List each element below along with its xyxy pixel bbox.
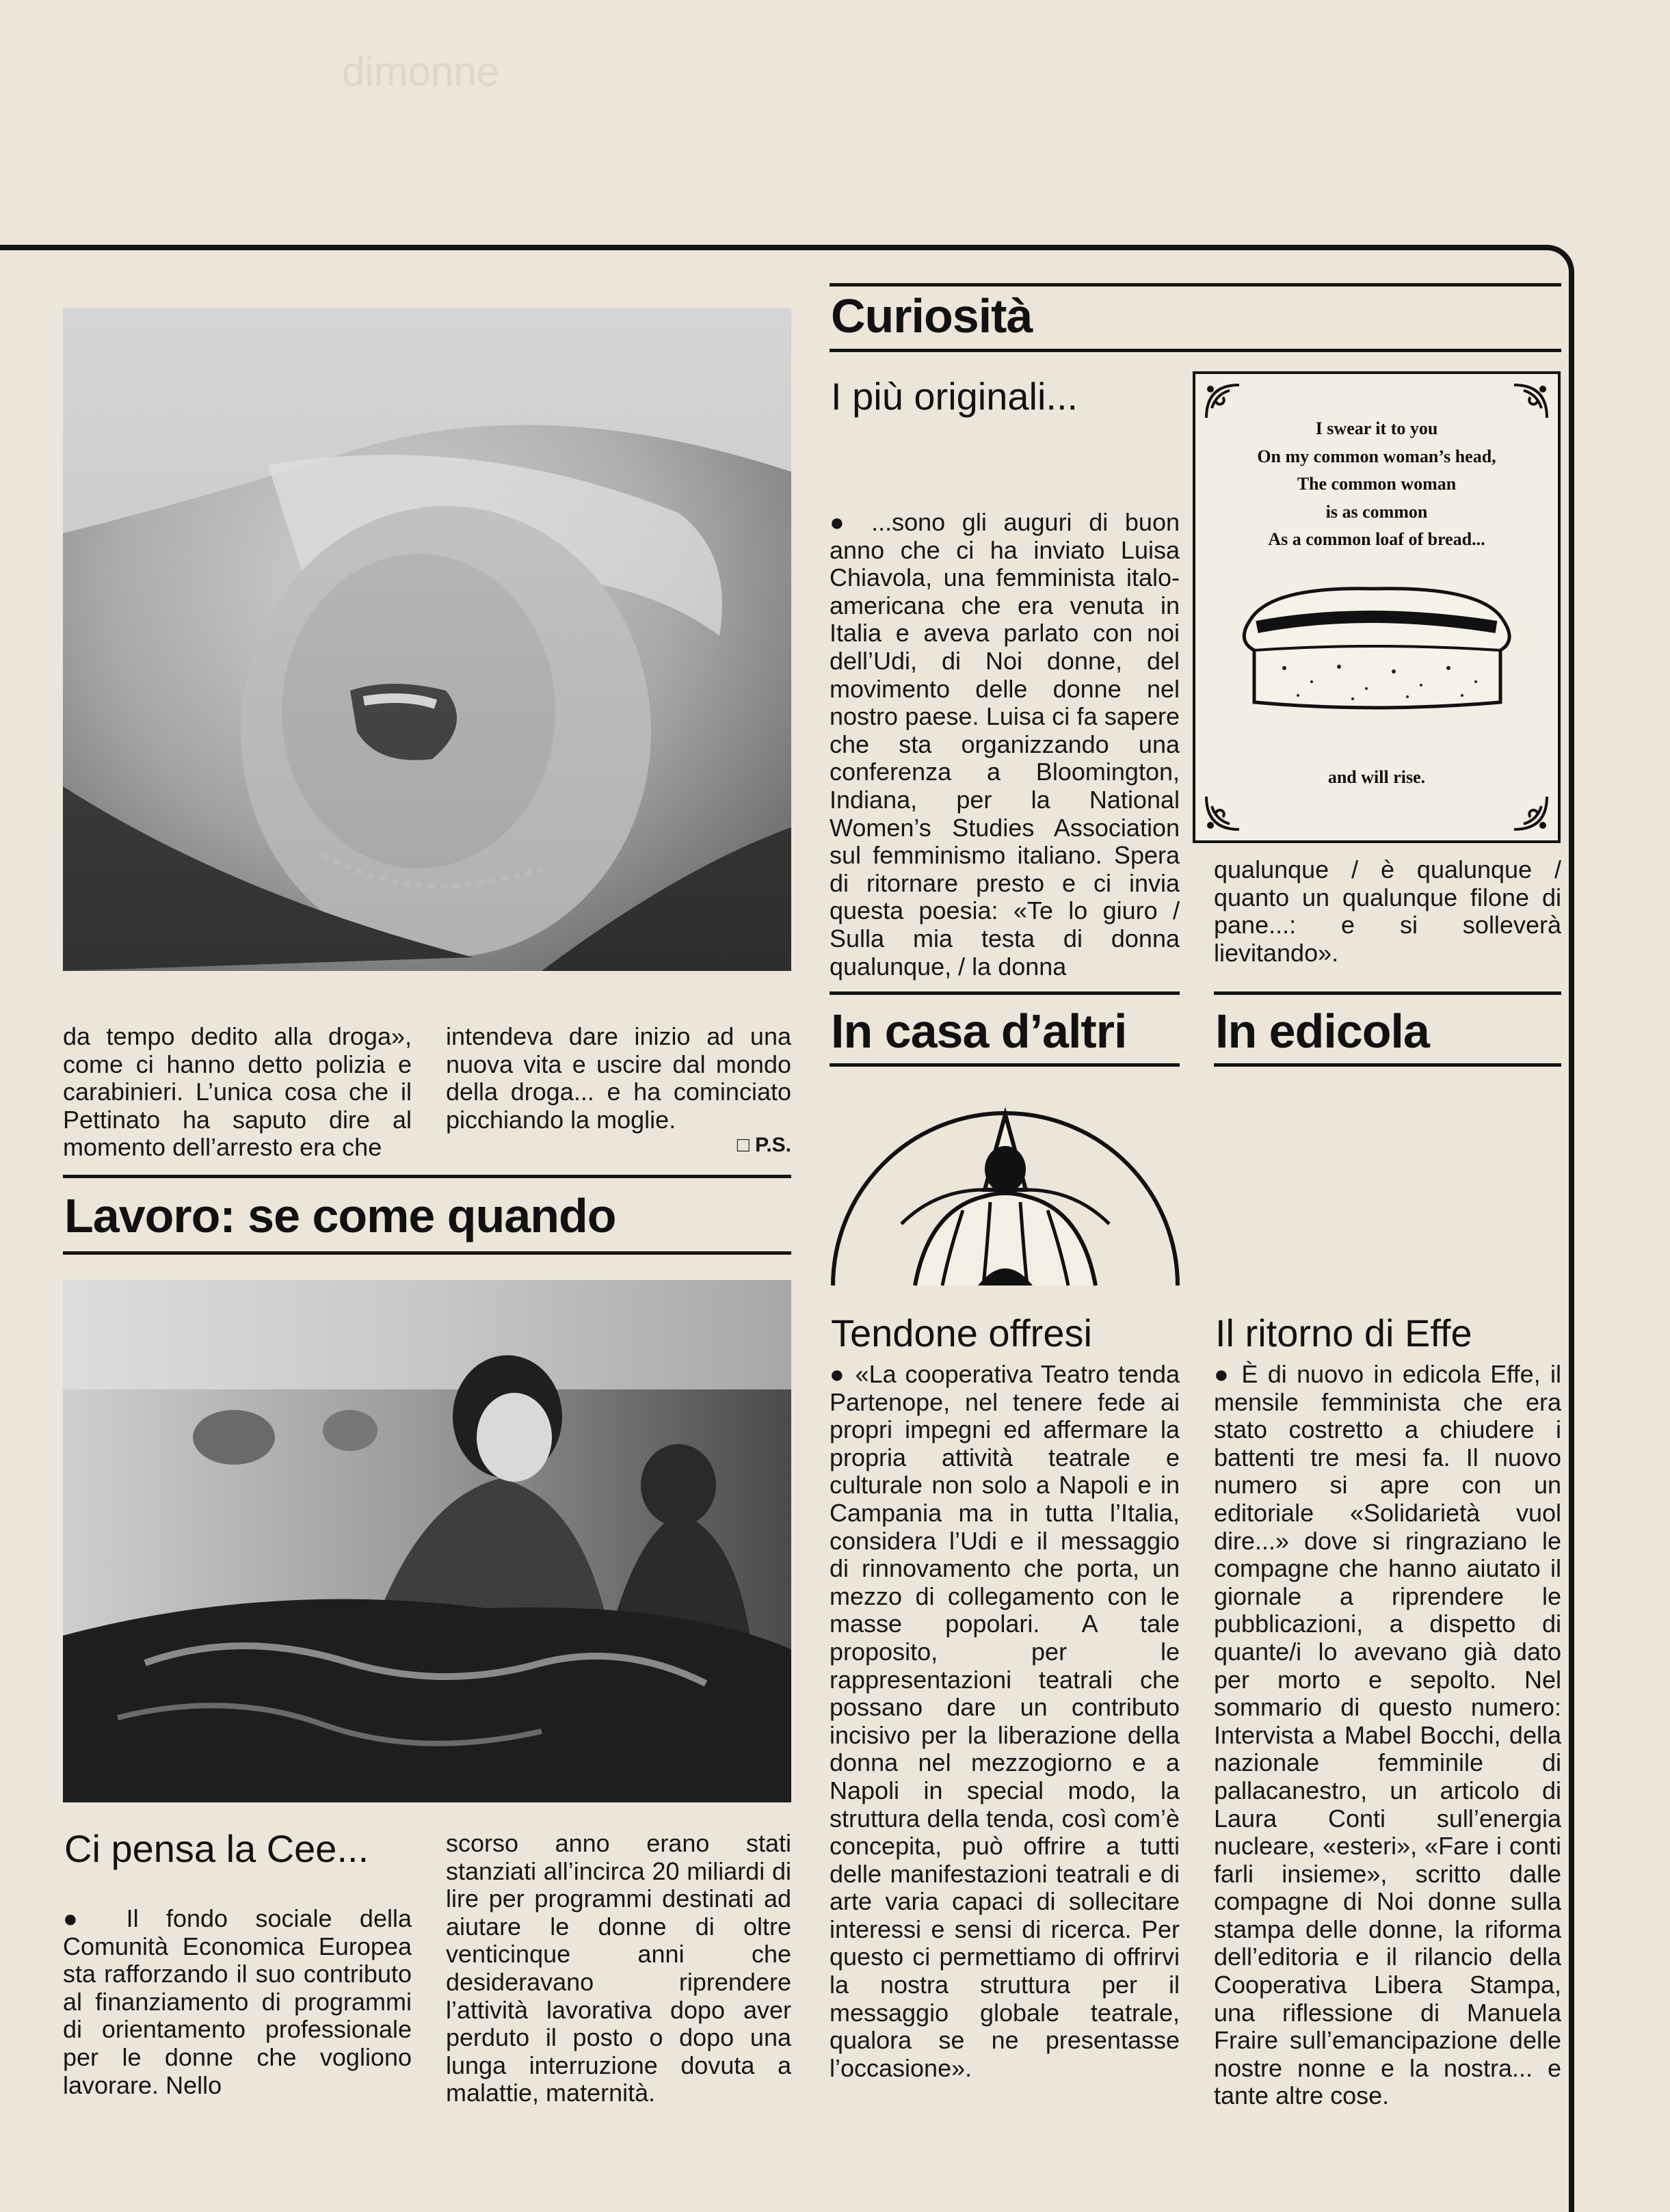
ornament-bottom-right-icon — [1510, 792, 1551, 834]
in-casa-body-text: «La cooperativa Teatro tenda Partenope, nel tenere fede ai propri impegni ed affermare la propria attività teatrale e culturale non solo a Napoli e in Campania ma in tutta l’Italia, considera l’Udi e il messaggio di rinnovamento che porta, un mezzo di collegamento con le masse popolari. A tale proposito, per le rappresentazioni teatrali che possano dare un contributo incisivo per la liberazione della donna nel mezzogiorno e a Napoli in special modo, la struttura della tenda, così com’è concepita, può offrire a tutti delle manifestazioni teatrali e di arte varia capaci di sollecitare interessi e sensi di ricerca. Per questo ci permettiamo di offrirvi la nostra struttura per il messaggio globale teatrale, qualora se ne presentasse l’occasione». — [830, 1360, 1180, 2082]
in-edicola-bullet: ● — [1214, 1360, 1232, 1388]
curiosita-col1-text: ...sono gli auguri di buon anno che ci ha inviato Luisa Chiavola, una femminista italo-americana che era venuta in Italia e aveva parlato con noi dell’Udi, di Noi donne, del movimento delle donne nel nostro paese. Luisa ci fa sapere che sta organizzando una conferenza a Bloomington, Indiana, per la National Women’s Studies Association sul femminismo italiano. Spera di ritornare presto e ci invia questa poesia: «Te lo giuro / Sulla mia testa di donna qualunque, / la donna — [830, 508, 1180, 981]
lavoro-heading: Lavoro: se come quando — [64, 1189, 616, 1242]
drug-story-signature: □ P.S. — [737, 1134, 791, 1156]
in-edicola-heading: In edicola — [1215, 1004, 1429, 1058]
in-casa-under-rule — [830, 1063, 1180, 1067]
in-edicola-under-rule — [1214, 1063, 1561, 1067]
lavoro-bullet: ● — [63, 1904, 99, 1932]
drug-story-col2: intendeva dare inizio ad una nuova vita e uscire dal mondo della droga... e ha cominciato picchiando la moglie. — [446, 1022, 791, 1134]
in-casa-subhead: Tendone offresi — [831, 1311, 1092, 1355]
drug-story-col1: da tempo dedito alla droga», come ci hanno detto polizia e carabinieri. L’unica cosa che il Pettinato ha saputo dire al momento dell’arresto era che — [63, 1022, 412, 1162]
lavoro-col1-text: Il fondo sociale della Comunità Economica Europea sta rafforzando il suo contributo al finanziamento di programmi di orientamento professionale per le donne che vogliono lavorare. Nello — [63, 1904, 412, 2099]
ornament-bottom-left-icon — [1202, 792, 1243, 834]
curiosita-top-rule — [830, 283, 1561, 287]
curiosita-bullet: ● — [830, 508, 855, 536]
curiosita-col2: qualunque / è qualunque / quanto un qualunque filone di pane...: e si solleverà lievitando». — [1214, 855, 1561, 967]
poem-line: The common woman — [1297, 474, 1457, 494]
lavoro-subhead: Ci pensa la Cee... — [64, 1827, 369, 1870]
curiosita-col1 — [830, 509, 1180, 981]
in-casa-bullet: ● — [830, 1360, 847, 1388]
in-edicola-body-text: È di nuovo in edicola Effe, il mensile femminista che era stato costretto a chiudere i battenti tre mesi fa. Il nuovo numero si apre con un editoriale «Solidarietà vuol dire...» dove si ringraziano le compagne che hanno aiutato il giornale a riprendere le pubblicazioni, a dispetto di quante/i lo avevano già dato per morto e sepolto. Nel sommario di questo numero: Intervista a Mabel Bocchi, della nazionale femminile di pallacanestro, un articolo di Laura Conti sull’energia nucleare, «esteri», «Fare i conti farli insieme», scritto dalle compagne di Noi donne sulla stampa delle donne, la riforma dell’editoria e il rilancio della Cooperativa Libera Stampa, una riflessione di Manuela Fraire sull’emancipazione delle nostre nonne e la nostra... e tante altre cose. — [1214, 1360, 1561, 2110]
curiosita-under-rule — [830, 349, 1561, 352]
in-edicola-body — [1214, 1361, 1561, 2110]
poem-card — [1193, 371, 1561, 843]
theatre-tent-logo — [826, 1087, 1184, 1292]
curiosita-heading: Curiosità — [831, 289, 1033, 343]
lavoro-col1 — [63, 1905, 412, 2099]
in-casa-body — [830, 1361, 1180, 2082]
poem-line: On my common woman’s head, — [1257, 446, 1496, 466]
in-casa-heading: In casa d’altri — [831, 1004, 1127, 1058]
photo-woman-screaming — [63, 308, 791, 971]
poem-line: As a common loaf of bread... — [1268, 529, 1485, 549]
curiosita-subhead: I più originali... — [831, 375, 1078, 418]
lavoro-top-rule — [63, 1175, 791, 1178]
in-edicola-subhead: Il ritorno di Effe — [1215, 1311, 1472, 1355]
poem-lines — [1202, 415, 1551, 554]
photo-women-at-work — [63, 1280, 791, 1802]
poem-ending: and will rise. — [1327, 767, 1426, 787]
in-edicola-top-rule — [1214, 991, 1561, 995]
poem-line: is as common — [1325, 501, 1428, 522]
bread-loaf-illustration — [1230, 579, 1524, 716]
lavoro-under-rule — [63, 1251, 791, 1255]
poem-line: I swear it to you — [1315, 418, 1438, 438]
bleed-through-text: dimonne — [342, 49, 500, 94]
in-casa-top-rule — [830, 991, 1180, 995]
drug-story-col2-wrap — [446, 1023, 791, 1160]
lavoro-col2: scorso anno erano stati stanziati all’incirca 20 miliardi di lire per programmi destinati ad aiutare le donne di oltre venticinque anni che desideravano riprendere l’attività lavorativa dopo aver perduto il posto o dopo una lunga interruzione dovuta a malattie, maternità. — [446, 1829, 791, 2107]
